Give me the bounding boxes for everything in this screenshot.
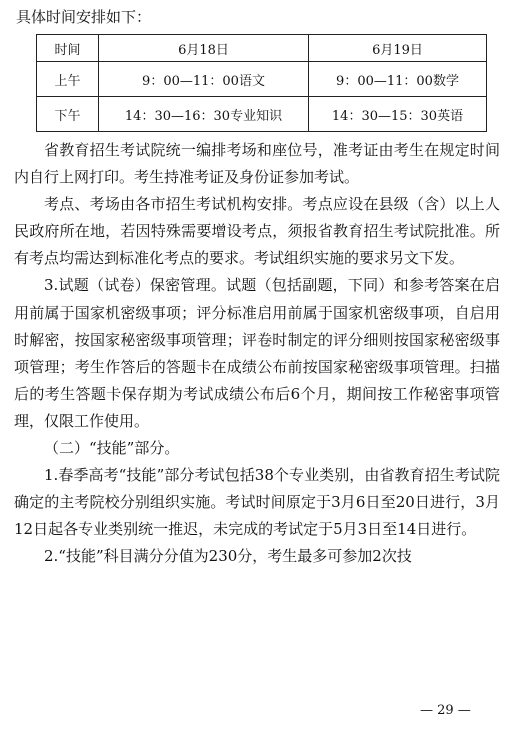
page-number: — 29 — [420,703,471,718]
body-text [14,137,500,571]
intro-text: 具体时间安排如下： [16,8,152,26]
header-june-19: 6月19日 [309,35,487,62]
paragraph-admission-ticket: 省教育招生考试院统一编排考场和座位号，准考证由考生在规定时间内自行上网打印。考生持准考证及身份证参加考试。 [14,141,500,187]
row-label-afternoon: 下午 [37,97,99,132]
table-row [37,97,487,132]
paragraph-skills-exam: 1.春季高考“技能”部分考试包括38个专业类别，由省教育招生考试院确定的主考院校分别组织实施。考试时间原定于3月6日至20日进行，3月12日起各专业类别统一推迟，未完成的考试定于5月3日至14日进行。 [14,466,500,539]
cell-afternoon-june-19: 14：30—15：30英语 [309,97,487,132]
section-heading-skills: （二）“技能”部分。 [44,439,180,458]
cell-morning-june-18: 9：00—11：00语文 [99,62,309,97]
paragraph-confidentiality: 3.试题（试卷）保密管理。试题（包括副题，下同）和参考答案在启用前属于国家机密级事项；评分标准启用前属于国家机密级事项，自启用时解密，按国家秘密级事项管理；评卷时制定的评分细则按国家秘密级事项管理；考生作答后的答题卡在成绩公布前按国家秘密级事项管理。扫描后的考生答题卡保存期为考试成绩公布后6个月，期间按工作秘密事项管理，仅限工作使用。 [14,276,500,430]
table-row [37,62,487,97]
exam-schedule-table [36,34,487,132]
cell-afternoon-june-18: 14：30—16：30专业知识 [99,97,309,132]
table-header-row [37,35,487,62]
cell-morning-june-19: 9：00—11：00数学 [309,62,487,97]
paragraph-exam-sites: 考点、考场由各市招生考试机构安排。考点应设在县级（含）以上人民政府所在地，若因特殊需要增设考点，须报省教育招生考试院批准。所有考点均需达到标准化考点的要求。考试组织实施的要求另文下发。 [14,195,500,268]
header-june-18: 6月18日 [99,35,309,62]
header-time: 时间 [37,35,99,62]
paragraph-skills-score: 2.“技能”科目满分分值为230分，考生最多可参加2次技 [44,547,412,566]
row-label-morning: 上午 [37,62,99,97]
